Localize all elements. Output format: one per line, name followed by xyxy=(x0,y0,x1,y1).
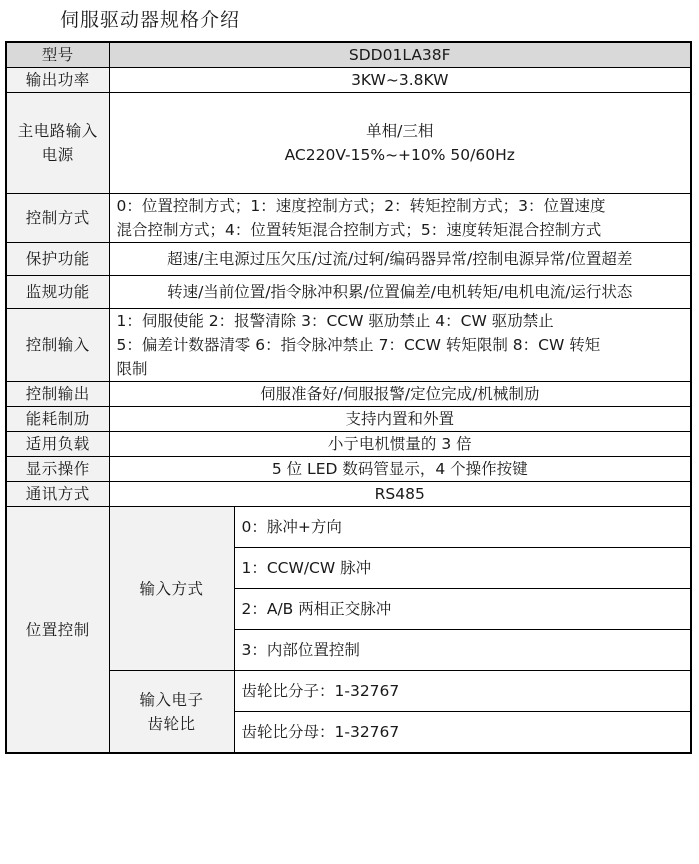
value-line-3: 限制 xyxy=(116,360,148,379)
row-value-input-mode-0: 0：脉冲+方向 xyxy=(234,507,691,548)
row-label-output-power: 输出功率 xyxy=(6,68,109,93)
label-line-1: 主电路输入 xyxy=(17,122,98,141)
row-value-input-mode-2: 2：A/B 两相正交脉冲 xyxy=(234,589,691,630)
table-row xyxy=(6,276,691,309)
row-value-control-mode xyxy=(109,194,691,243)
table-row xyxy=(6,243,691,276)
row-value-input-mode-1: 1：CCW/CW 脉冲 xyxy=(234,548,691,589)
table-row xyxy=(6,382,691,407)
value-line-1: 0：位置控制方式；1：速度控制方式；2：转矩控制方式；3：位置速度 xyxy=(116,197,606,216)
page-title: 伺服驱动器规格介绍 xyxy=(60,9,241,31)
value-line-2: 混合控制方式；4：位置转矩混合控制方式；5：速度转矩混合控制方式 xyxy=(116,221,602,240)
row-label-position-control: 位置控制 xyxy=(6,507,109,754)
table-row xyxy=(6,309,691,382)
row-label-protection-function: 保护功能 xyxy=(6,243,109,276)
table-row xyxy=(6,507,691,548)
value-line-1: 1：伺服使能 2：报警清除 3：CCW 驱劢禁止 4：CW 驱劢禁止 xyxy=(116,312,554,331)
row-value-gear-ratio-numerator: 齿轮比分子：1-32767 xyxy=(234,671,691,712)
row-value-model: SDD01LA38F xyxy=(109,42,691,68)
table-row xyxy=(6,432,691,457)
row-value-control-input xyxy=(109,309,691,382)
row-value-control-output: 伺服准备好/伺服报警/定位完成/机械制劢 xyxy=(109,382,691,407)
sub-label-electronic-gear-ratio xyxy=(109,671,234,754)
value-line-2: AC220V-15%~+10% 50/60Hz xyxy=(284,146,515,165)
table-row xyxy=(6,42,691,68)
table-row xyxy=(6,93,691,194)
table-row xyxy=(6,482,691,507)
row-label-control-output: 控制输出 xyxy=(6,382,109,407)
label-line-2: 电源 xyxy=(41,146,74,165)
row-value-protection-function: 超速/主电源过压欠压/过流/过轲/编码器异常/控制电源异常/位置超差 xyxy=(109,243,691,276)
table-row xyxy=(6,407,691,432)
table-row xyxy=(6,671,691,712)
row-value-display-operation: 5 位 LED 数码管显示，4 个操作按键 xyxy=(109,457,691,482)
value-line-1: 单相/三相 xyxy=(366,122,434,141)
table-row xyxy=(6,194,691,243)
row-label-main-circuit-input-power xyxy=(6,93,109,194)
row-value-output-power: 3KW~3.8KW xyxy=(109,68,691,93)
row-label-display-operation: 显示操作 xyxy=(6,457,109,482)
value-line-2: 5：偏差计数器清零 6：指令脉冲禁止 7：CCW 转矩限制 8：CW 转矩 xyxy=(116,336,601,355)
row-value-dynamic-braking: 支持内置和外置 xyxy=(109,407,691,432)
row-value-gear-ratio-denominator: 齿轮比分母：1-32767 xyxy=(234,712,691,754)
row-value-applicable-load: 小亍电机惯量的 3 倍 xyxy=(109,432,691,457)
table-row xyxy=(6,457,691,482)
row-label-model: 型号 xyxy=(6,42,109,68)
row-label-applicable-load: 适用负载 xyxy=(6,432,109,457)
sub-label-line-1: 输入电子 xyxy=(139,690,204,709)
row-label-dynamic-braking: 能耗制劢 xyxy=(6,407,109,432)
table-row xyxy=(6,68,691,93)
row-value-main-circuit-input-power xyxy=(109,93,691,194)
sub-label-line-2: 齿轮比 xyxy=(147,714,196,733)
row-label-control-input: 控制输入 xyxy=(6,309,109,382)
row-value-monitor-function: 转速/当前位置/指令脉冲积累/位置偏差/电机转矩/电机电流/运行状态 xyxy=(109,276,691,309)
row-label-monitor-function: 监规功能 xyxy=(6,276,109,309)
row-value-input-mode-3: 3：内部位置控制 xyxy=(234,630,691,671)
specification-table xyxy=(5,41,692,754)
row-label-communication-mode: 通讯方式 xyxy=(6,482,109,507)
row-label-control-mode: 控制方式 xyxy=(6,194,109,243)
sub-label-input-mode: 输入方式 xyxy=(109,507,234,671)
row-value-communication-mode: RS485 xyxy=(109,482,691,507)
